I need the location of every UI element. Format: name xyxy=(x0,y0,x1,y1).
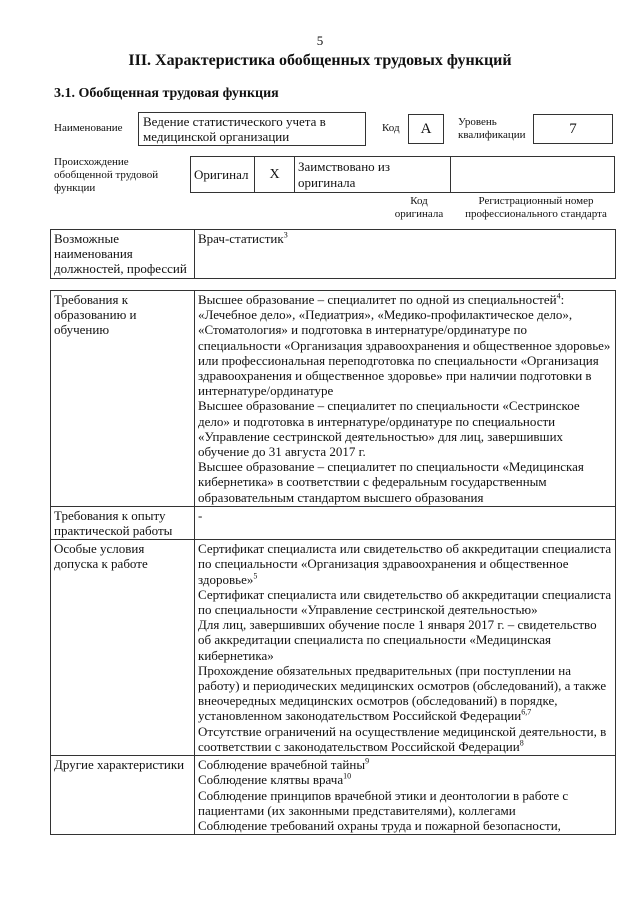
paragraph-text: Сертификат специалиста или свидетельство об аккредитации специалиста по специальности «Организация здравоохранения и общественное здоровье» xyxy=(198,541,612,587)
requirement-label: Требования к образованию и обучению xyxy=(51,291,195,507)
page-number: 5 xyxy=(316,33,324,48)
borrowed-label: Заимствовано из оригинала xyxy=(295,157,451,193)
requirement-value xyxy=(195,291,616,507)
origin-label: Происхождение обобщенной трудовой функции xyxy=(54,156,159,194)
requirement-row xyxy=(51,540,616,756)
positions-table xyxy=(50,229,616,279)
paragraph-text: Сертификат специалиста или свидетельство об аккредитации специалиста по специальности «Управление сестринской деятельностью» xyxy=(198,586,612,618)
paragraph-text: Соблюдение клятвы врача xyxy=(198,772,344,788)
positions-sup: 3 xyxy=(283,230,288,240)
paragraph-text: Для лиц, завершивших обучение после 1 января 2017 г. – свидетельство об аккредитации специалиста по специальности «Медицинская кибернетика» xyxy=(198,617,597,663)
level-label: Уровень квалификации xyxy=(458,116,526,141)
positions-label: Возможные наименования должностей, профессий xyxy=(51,230,195,279)
footnote-ref: 6,7 xyxy=(521,708,532,718)
paragraph-text: Соблюдение требований охраны труда и пожарной безопасности, xyxy=(198,817,561,833)
code-original-label: Код оригинала xyxy=(394,195,444,220)
subsection-title: 3.1. Обобщенная трудовая функция xyxy=(54,86,279,101)
positions-value xyxy=(195,230,616,279)
requirement-paragraph xyxy=(198,508,612,523)
footnote-ref: 5 xyxy=(253,571,258,581)
footnote-ref: 4 xyxy=(556,291,561,301)
code-label: Код xyxy=(382,122,400,134)
footnote-ref: 10 xyxy=(343,771,352,781)
paragraph-text: Высшее образование – специалитет по специальности «Медицинская кибернетика» в соответствии с федеральным государственным образовательным стандартом высшего образования xyxy=(198,459,584,505)
requirement-paragraph xyxy=(198,587,612,617)
paragraph-text: Соблюдение принципов врачебной этики и деонтологии в работе с пациентами (их законными представителями), коллегами xyxy=(198,787,569,818)
paragraph-text-tail: : «Лечебное дело», «Педиатрия», «Медико-профилактическое дело», «Стоматология» и подготовка в интернатуре/ординатуре по специальности «Организация здравоохранения и общественное здоровье» или профессиональная переподготовка по специальности «Организация здравоохранения и общественное здоровье» при наличии подготовки в интернатуре/ординатуре xyxy=(198,292,611,399)
paragraph-text: Прохождение обязательных предварительных (при поступлении на работу) и периодических медицинских осмотров (обследований), а также внеочередных медицинских осмотров (обследований) в порядке, установленном законодательством Российской Федерации xyxy=(198,662,607,724)
requirement-paragraph xyxy=(198,459,612,505)
section-title: III. Характеристика обобщенных трудовых функций xyxy=(128,52,512,69)
level-value: 7 xyxy=(533,114,613,144)
requirement-row xyxy=(51,756,616,835)
original-label: Оригинал xyxy=(191,157,255,193)
requirement-paragraph xyxy=(198,818,612,833)
positions-text: Врач-статистик xyxy=(198,231,284,246)
requirement-label: Требования к опыту практической работы xyxy=(51,506,195,539)
reg-number-cell xyxy=(451,157,615,193)
requirement-paragraph xyxy=(198,757,612,772)
requirement-paragraph xyxy=(198,541,612,587)
footnote-ref: 9 xyxy=(365,756,370,766)
paragraph-text: Высшее образование – специалитет по специальности «Сестринское дело» и подготовка в интернатуре/ординатуре по специальности «Управление сестринской деятельностью» для лиц, завершивших обучение до 31 августа 2017 г. xyxy=(198,398,580,460)
requirement-value xyxy=(195,540,616,756)
requirement-value xyxy=(195,506,616,539)
requirement-paragraph xyxy=(198,617,612,663)
requirement-paragraph xyxy=(198,724,612,754)
original-mark: Х xyxy=(255,157,295,193)
origin-table xyxy=(190,156,615,193)
requirement-paragraph xyxy=(198,663,612,724)
requirement-paragraph xyxy=(198,788,612,818)
code-value: А xyxy=(408,114,444,144)
footnote-ref: 8 xyxy=(519,738,524,748)
paragraph-text: - xyxy=(198,507,203,523)
name-value: Ведение статистического учета в медицинской организации xyxy=(138,112,366,146)
requirement-paragraph xyxy=(198,772,612,787)
requirement-paragraph xyxy=(198,292,612,398)
requirement-row xyxy=(51,291,616,507)
reg-number-label: Регистрационный номер профессионального стандарта xyxy=(465,195,607,220)
paragraph-text: Высшее образование – специалитет по одной из специальностей xyxy=(198,292,557,307)
requirement-paragraph xyxy=(198,398,612,459)
paragraph-text: Соблюдение врачебной тайны xyxy=(198,757,366,773)
name-label: Наименование xyxy=(54,122,123,134)
requirement-label: Другие характеристики xyxy=(51,756,195,835)
requirement-row xyxy=(51,506,616,539)
paragraph-text: Отсутствие ограничений на осуществление медицинской деятельности, в соответствии с законодательством Российской Федерации xyxy=(198,723,607,754)
requirements-table xyxy=(50,290,616,835)
requirement-value xyxy=(195,756,616,835)
requirement-label: Особые условия допуска к работе xyxy=(51,540,195,756)
